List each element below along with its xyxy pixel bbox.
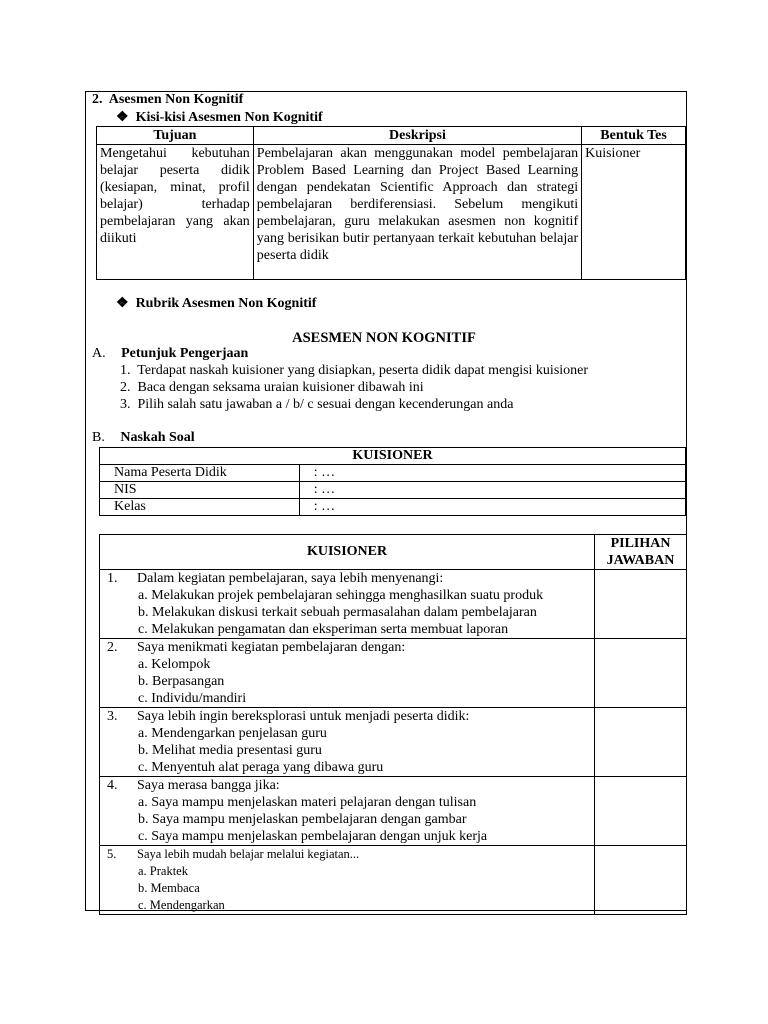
question-text: Dalam kegiatan pembelajaran, saya lebih menyenangi: [137, 571, 444, 586]
answer-cell[interactable] [595, 777, 687, 846]
question-text: Saya menikmati kegiatan pembelajaran dengan: [137, 640, 406, 655]
identity-label: NIS [100, 482, 300, 499]
kisi-bentuk-cell: Kuisioner [582, 145, 686, 280]
answer-cell[interactable] [595, 708, 687, 777]
option-b: b. Melihat media presentasi guru [138, 743, 322, 758]
kisi-header-bentuk: Bentuk Tes [582, 127, 686, 145]
option-a: a. Melakukan projek pembelajaran sehingga menghasilkan suatu produk [138, 588, 544, 603]
petunjuk-title: Petunjuk Pengerjaan [121, 346, 249, 361]
question-cell [100, 846, 595, 915]
petunjuk-number: 1. [120, 363, 131, 378]
kuisioner-header: KUISIONER [100, 535, 595, 570]
kisi-header-tujuan: Tujuan [97, 127, 254, 145]
question-text: Saya merasa bangga jika: [137, 778, 280, 793]
kisi-header-deskripsi: Deskripsi [253, 127, 581, 145]
identity-value-field[interactable]: : … [299, 499, 685, 516]
identity-header-row [100, 448, 686, 465]
kisi-title: Kisi-kisi Asesmen Non Kognitif [135, 110, 323, 125]
rubrik-title: Rubrik Asesmen Non Kognitif [135, 296, 317, 311]
identity-value-field[interactable]: : … [299, 482, 685, 499]
petunjuk-text: Pilih salah satu jawaban a / b/ c sesuai dengan kecenderungan anda [137, 397, 514, 412]
identity-row [100, 482, 686, 499]
section-heading [92, 92, 243, 108]
answer-cell[interactable] [595, 846, 687, 915]
question-cell [100, 639, 595, 708]
answer-header [595, 535, 687, 570]
question-number: 3. [107, 709, 118, 724]
kisi-body-row [97, 145, 686, 280]
question-number: 4. [107, 778, 118, 793]
answer-header-line: JAWABAN [606, 553, 675, 568]
naskah-heading [92, 430, 195, 446]
option-b: b. Melakukan diskusi terkait sebuah permasalahan dalam pembelajaran [138, 605, 537, 620]
question-row [100, 777, 687, 846]
petunjuk-item [120, 397, 513, 413]
question-row [100, 846, 687, 915]
kisi-table [96, 126, 686, 280]
identity-table [99, 447, 686, 516]
petunjuk-item [120, 380, 424, 396]
kuisioner-header-row [100, 535, 687, 570]
option-a: a. Mendengarkan penjelasan guru [138, 726, 327, 741]
question-text: Saya lebih ingin bereksplorasi untuk menjadi peserta didik: [137, 709, 470, 724]
question-row [100, 639, 687, 708]
petunjuk-heading [92, 346, 248, 362]
section-number: 2. [92, 92, 103, 107]
option-b: b. Membaca [138, 881, 200, 895]
option-a: a. Saya mampu menjelaskan materi pelajaran dengan tulisan [138, 795, 477, 810]
question-cell [100, 708, 595, 777]
option-c: c. Individu/mandiri [138, 691, 247, 706]
kuisioner-table [99, 534, 687, 915]
option-b: b. Saya mampu menjelaskan pembelajaran dengan gambar [138, 812, 467, 827]
petunjuk-letter: A. [92, 346, 106, 361]
identity-label: Nama Peserta Didik [100, 465, 300, 482]
identity-row [100, 465, 686, 482]
answer-header-line: PILIHAN [610, 536, 671, 551]
question-text: Saya lebih mudah belajar melalui kegiatan... [137, 847, 360, 861]
rubrik-heading [116, 295, 316, 312]
question-row [100, 708, 687, 777]
identity-row [100, 499, 686, 516]
kisi-heading [116, 109, 323, 126]
section-title: Asesmen Non Kognitif [108, 92, 244, 107]
kisi-header-row [97, 127, 686, 145]
petunjuk-number: 2. [120, 380, 131, 395]
answer-cell[interactable] [595, 570, 687, 639]
diamond-bullet-icon: ❖ [116, 110, 129, 125]
option-a: a. Praktek [138, 864, 188, 878]
answer-cell[interactable] [595, 639, 687, 708]
identity-label: Kelas [100, 499, 300, 516]
main-title: ASESMEN NON KOGNITIF [292, 330, 476, 346]
option-a: a. Kelompok [138, 657, 211, 672]
option-c: c. Saya mampu menjelaskan pembelajaran dengan unjuk kerja [138, 829, 488, 844]
identity-title: KUISIONER [100, 448, 686, 465]
identity-value-field[interactable]: : … [299, 465, 685, 482]
question-cell [100, 777, 595, 846]
question-row [100, 570, 687, 639]
naskah-letter: B. [92, 430, 105, 445]
naskah-title: Naskah Soal [120, 430, 195, 445]
option-c: c. Mendengarkan [138, 898, 225, 912]
petunjuk-number: 3. [120, 397, 131, 412]
kisi-tujuan-cell: Mengetahui kebutuhan belajar peserta didik (kesiapan, minat, profil belajar) terhadap pembelajaran yang akan diikuti [97, 145, 254, 280]
petunjuk-item [120, 363, 588, 379]
diamond-bullet-icon: ❖ [116, 296, 129, 311]
petunjuk-text: Terdapat naskah kuisioner yang disiapkan, peserta didik dapat mengisi kuisioner [137, 363, 589, 378]
question-cell [100, 570, 595, 639]
kisi-deskripsi-cell: Pembelajaran akan menggunakan model pembelajaran Problem Based Learning dan Project Based Learning dengan pendekatan Scientific Approach dan strategi pembelajaran berdiferensiasi. Sebelum mengikuti pembelajaran, guru melakukan asesmen non kognitif yang berisikan butir pertanyaan terkait kebutuhan belajar peserta didik [253, 145, 581, 280]
question-number: 5. [107, 847, 117, 861]
option-c: c. Melakukan pengamatan dan eksperiman serta membuat laporan [138, 622, 509, 637]
option-b: b. Berpasangan [138, 674, 225, 689]
option-c: c. Menyentuh alat peraga yang dibawa guru [138, 760, 384, 775]
question-number: 1. [107, 571, 118, 586]
question-number: 2. [107, 640, 118, 655]
petunjuk-text: Baca dengan seksama uraian kuisioner dibawah ini [137, 380, 424, 395]
